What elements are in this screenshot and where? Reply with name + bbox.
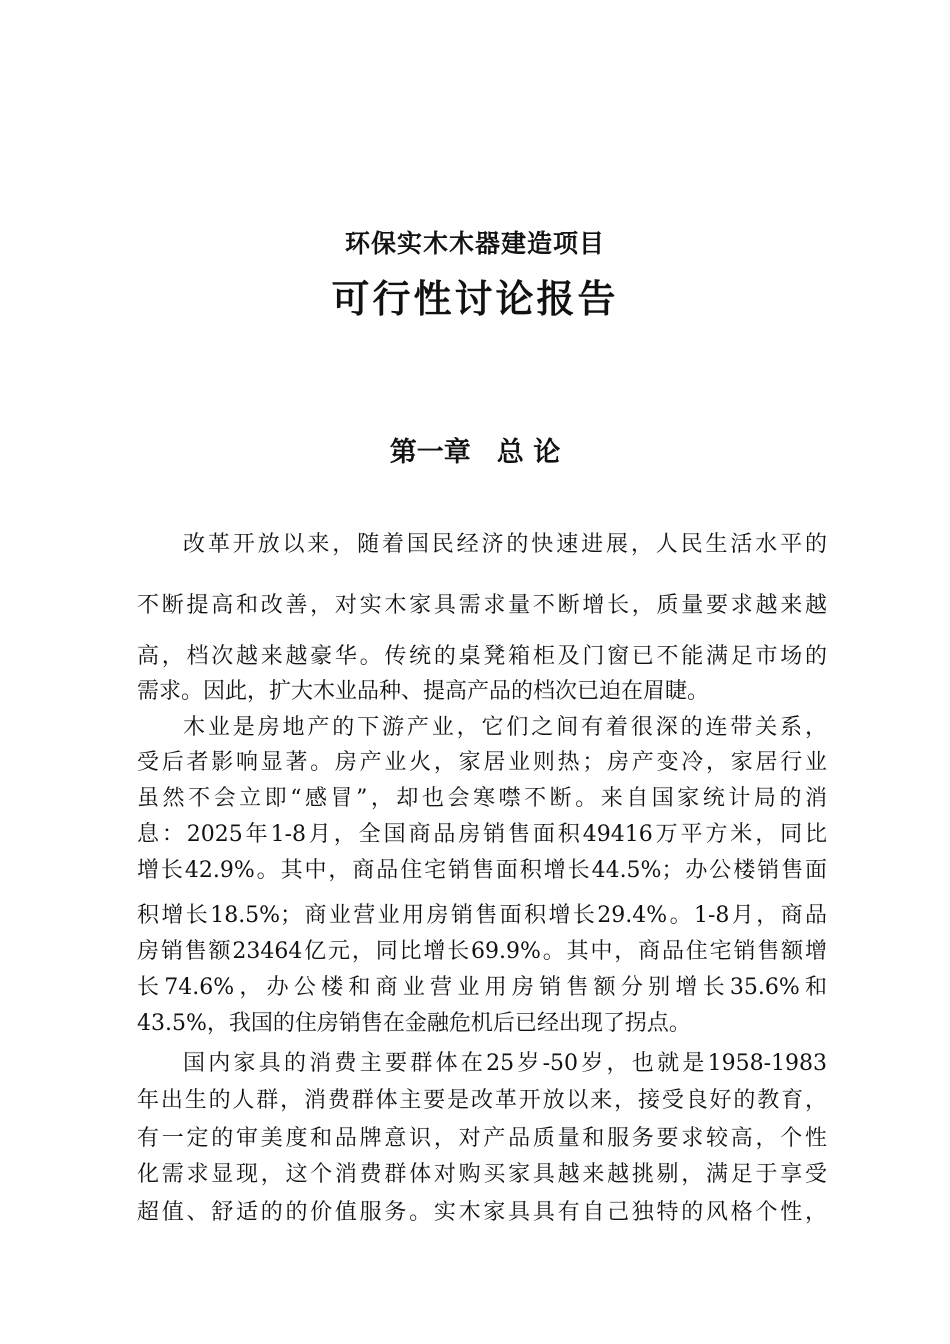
body-line: 化需求显现，这个消费群体对购买家具越来越挑剔，满足于享受 bbox=[137, 1162, 827, 1187]
body-line: 改革开放以来，随着国民经济的快速进展，人民生活水平的 bbox=[183, 532, 827, 557]
body-line: 国内家具的消费主要群体在25岁-50岁，也就是1958-1983 bbox=[183, 1051, 827, 1076]
chapter-heading bbox=[0, 430, 950, 469]
chapter-name: 总 论 bbox=[496, 437, 561, 468]
body-line: 房销售额23464亿元，同比增长69.9%。其中，商品住宅销售额增 bbox=[137, 939, 827, 964]
body-line: 有一定的审美度和品牌意识，对产品质量和服务要求较高，个性 bbox=[137, 1126, 827, 1151]
body-line: 积增长18.5%；商业营业用房销售面积增长29.4%。1-8月，商品 bbox=[137, 903, 827, 928]
body-line: 增长42.9%。其中，商品住宅销售面积增长44.5%；办公楼销售面 bbox=[137, 858, 827, 883]
body-line: 长74.6%，办公楼和商业营业用房销售额分别增长35.6%和 bbox=[137, 975, 827, 1000]
body-line: 息：2025年1-8月，全国商品房销售面积49416万平方米，同比 bbox=[137, 822, 827, 847]
report-title: 可行性讨论报告 bbox=[331, 277, 619, 321]
chapter-number: 第一章 bbox=[389, 437, 471, 468]
report-subtitle: 环保实木木器建造项目 bbox=[344, 229, 605, 258]
body-line: 超值、舒适的的价值服务。实木家具具有自己独特的风格个性， bbox=[137, 1200, 827, 1225]
body-line: 43.5%，我国的住房销售在金融危机后已经出现了拐点。 bbox=[137, 1011, 691, 1036]
body-line: 受后者影响显著。房产业火，家居业则热；房产变冷，家居行业 bbox=[137, 750, 827, 775]
body-line: 高，档次越来越豪华。传统的桌凳箱柜及门窗已不能满足市场的 bbox=[137, 644, 827, 669]
body-line: 年出生的人群，消费群体主要是改革开放以来，接受良好的教育， bbox=[137, 1088, 827, 1113]
body-line: 木业是房地产的下游产业，它们之间有着很深的连带关系， bbox=[183, 715, 827, 740]
body-line: 需求。因此，扩大木业品种、提高产品的档次已迫在眉睫。 bbox=[137, 679, 710, 704]
body-line: 虽然不会立即“感冒”，却也会寒噤不断。来自国家统计局的消 bbox=[137, 786, 827, 811]
body-line: 不断提高和改善，对实木家具需求量不断增长，质量要求越来越 bbox=[137, 593, 827, 618]
